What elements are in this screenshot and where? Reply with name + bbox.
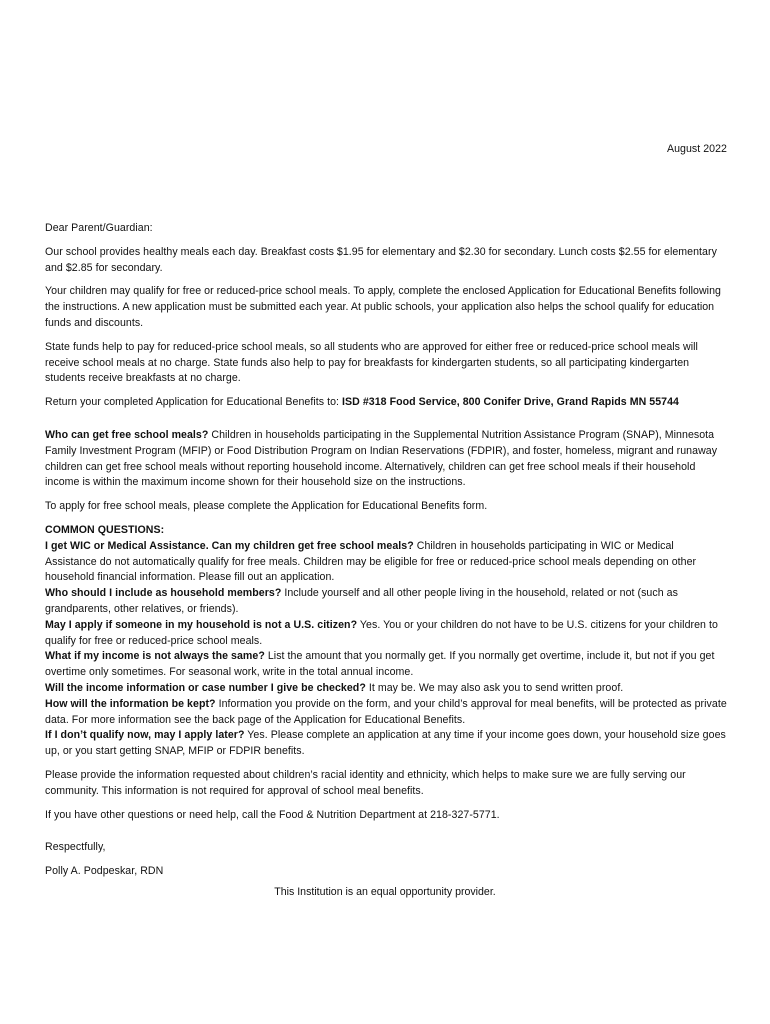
faq-answer: Yes. Please complete an application at any time if your income goes down, your household size goes up, or you start getting SNAP, MFIP or FDPIR benefits. [45,729,726,758]
paragraph-apply: To apply for free school meals, please complete the Application for Educational Benefits form. [45,500,488,513]
faq-question: Will the income information or case number I give be checked? [45,681,366,694]
faq-answer: Include yourself and all other people living in the household, related or not (such as grandparents, other relatives, or friends). [45,587,678,615]
faq-item-income-checked [45,681,727,697]
faq-item-information-kept [45,697,727,729]
faq-question: May I apply if someone in my household is not a U.S. citizen? [45,618,358,631]
paragraph-state-funds: State funds help to pay for reduced-price school meals, so all students who are approved for either free or reduced-price school meals will receive school meals at no charge. State funds also help to pay for breakfasts for kindergarten students, so all participating kindergarten students receive breakfasts at no charge. [45,340,698,385]
paragraph-who-can-get [45,428,727,491]
faq-answer: It may be. We may also ask you to send written proof. [365,681,624,694]
paragraph-return-address [45,395,727,411]
faq-question: What if my income is not always the same? [45,650,265,663]
return-text: Return your completed Application for Educational Benefits to: [45,396,343,409]
faq-item-income-varies [45,649,727,681]
faq-answer: Children in households participating in WIC or Medical Assistance do not automatically qualify for free meals. Children may be eligible for free or reduced-price school meals depending on other household financial information. Please fill out an application. [45,539,697,584]
letter-date: August 2022 [666,143,727,155]
faq-answer: Information you provide on the form, and your child’s approval for meal benefits, will be protected as private data. For more information see the back page of the Application for Educational Benefits. [45,697,727,726]
signer-name: Polly A. Podpeskar, RDN [45,865,164,878]
faq-question: Who should I include as household members? [45,587,282,600]
faq-answer: List the amount that you normally get. If you normally get overtime, include it, but not if you get overtime only sometimes. For seasonal work, write in the total annual income. [45,650,715,679]
faq-question: I get WIC or Medical Assistance. Can my children get free school meals? [45,539,414,552]
faq-item-wic [45,539,727,586]
faq-answer: Yes. You or your children do not have to be U.S. citizens for your children to qualify for free or reduced-price school meals. [45,618,718,647]
paragraph-racial-identity: Please provide the information requested about children’s racial identity and ethnicity, which helps to make sure we are fully serving our community. This information is not required for approval of school meal benefits. [45,768,686,797]
letter-content [45,221,727,888]
faq-item-household-members [45,586,727,618]
common-questions-heading: COMMON QUESTIONS: [45,523,165,536]
salutation: Dear Parent/Guardian: [45,222,153,234]
paragraph-meal-costs: Our school provides healthy meals each day. Breakfast costs $1.95 for elementary and $2.30 for secondary. Lunch costs $2.55 for elementary and $2.85 for secondary. [45,245,717,274]
faq-question: If I don’t qualify now, may I apply later? [45,729,245,742]
who-question: Who can get free school meals? [45,428,209,441]
common-questions [45,523,727,760]
faq-question: How will the information be kept? [45,697,216,710]
faq-item-citizen [45,618,727,650]
paragraph-contact: If you have other questions or need help, call the Food & Nutrition Department at 218-327-5771. [45,808,500,821]
who-answer: Children in households participating in the Supplemental Nutrition Assistance Program (SNAP), Minnesota Family Investment Program (MFIP) or Food Distribution Program on Indian Reservations (FDPIR), and foster, homeless, migrant and runaway children can get free school meals without reporting household income. Alternatively, children can get free school meals if their household income is within the maximum income shown for their household size on the instructions. [45,428,718,489]
equal-opportunity-footer: This Institution is an equal opportunity provider. [274,886,496,898]
closing: Respectfully, [45,841,106,854]
faq-item-apply-later [45,728,727,760]
return-address: ISD #318 Food Service, 800 Conifer Drive, Grand Rapids MN 55744 [342,396,679,409]
paragraph-qualify: Your children may qualify for free or reduced-price school meals. To apply, complete the enclosed Application for Educational Benefits following the instructions. A new application must be submitted each year. At public schools, your application also helps the school qualify for education funds and discounts. [45,285,721,329]
